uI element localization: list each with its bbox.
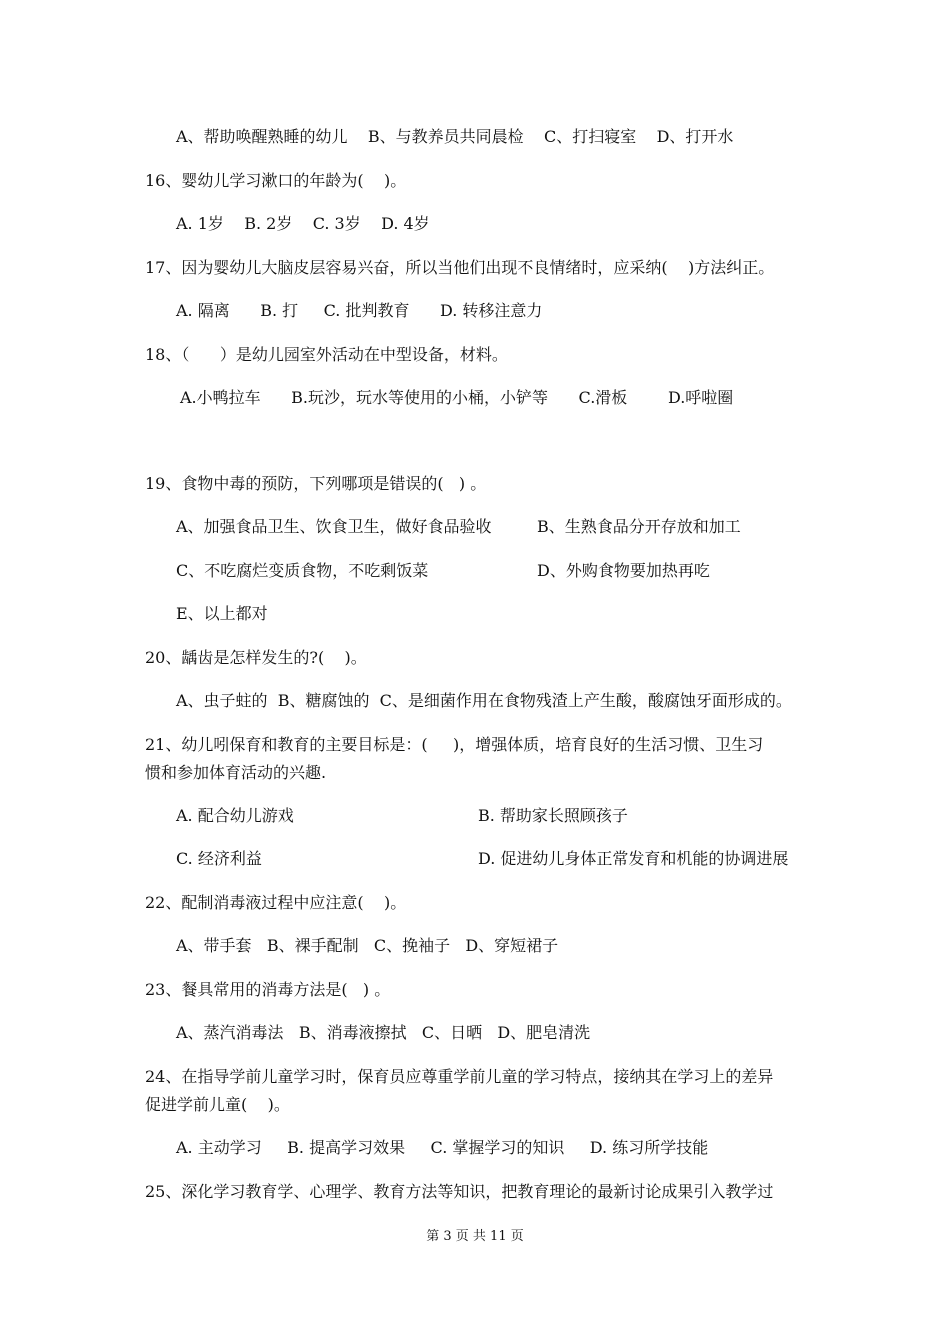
q20-options: A、虫子蛀的 B、糖腐蚀的 C、是细菌作用在食物残渣上产生酸，酸腐蚀牙面形成的。 <box>176 691 792 710</box>
q24-options: A. 主动学习 B. 提高学习效果 C. 掌握学习的知识 D. 练习所学技能 <box>176 1138 709 1157</box>
q19-option-b: B、生熟食品分开存放和加工 <box>537 517 741 536</box>
q18-options: A.小鸭拉车 B.玩沙，玩水等使用的小桶，小铲等 C.滑板 D.呼啦圈 <box>180 388 734 407</box>
q23-options: A、蒸汽消毒法 B、消毒液擦拭 C、日晒 D、肥皂清洗 <box>176 1023 591 1042</box>
question-16: 16、婴幼儿学习漱口的年龄为( )。 <box>145 171 407 190</box>
question-25: 25、深化学习教育学、心理学、教育方法等知识，把教育理论的最新讨论成果引入教学过 <box>145 1182 774 1201</box>
q16-options: A. 1岁 B. 2岁 C. 3岁 D. 4岁 <box>176 214 430 233</box>
question-17: 17、因为婴幼儿大脑皮层容易兴奋，所以当他们出现不良情绪时，应采纳( )方法纠正。 <box>145 258 775 277</box>
question-21-line-1: 21、幼儿吲保育和教育的主要目标是：( )，增强体质，培育良好的生活习惯、卫生习 <box>145 735 764 754</box>
q22-options: A、带手套 B、裸手配制 C、挽袖子 D、穿短裙子 <box>176 936 559 955</box>
q21-option-c: C. 经济利益 <box>176 849 262 868</box>
question-24-line-1: 24、在指导学前儿童学习时，保育员应尊重学前儿童的学习特点，接纳其在学习上的差异 <box>145 1067 774 1086</box>
question-20: 20、龋齿是怎样发生的?( )。 <box>145 648 367 667</box>
question-24-line-2: 促进学前儿童( )。 <box>145 1095 290 1114</box>
q15-options: A、帮助唤醒熟睡的幼儿 B、与教养员共同晨检 C、打扫寝室 D、打开水 <box>176 127 734 146</box>
question-23: 23、餐具常用的消毒方法是( ) 。 <box>145 980 391 999</box>
q21-option-d: D. 促进幼儿身体正常发育和机能的协调进展 <box>478 849 789 868</box>
q21-option-a: A. 配合幼儿游戏 <box>176 806 294 825</box>
question-19: 19、食物中毒的预防，下列哪项是错误的( ) 。 <box>145 474 487 493</box>
page-footer: 第 3 页 共 11 页 <box>426 1229 524 1244</box>
q17-options: A. 隔离 B. 打 C. 批判教育 D. 转移注意力 <box>176 301 543 320</box>
q19-option-d: D、外购食物要加热再吃 <box>537 561 710 580</box>
question-21-line-2: 惯和参加体育活动的兴趣. <box>145 763 327 782</box>
q19-option-a: A、加强食品卫生、饮食卫生，做好食品验收 <box>176 517 492 536</box>
q21-option-b: B. 帮助家长照顾孩子 <box>478 806 628 825</box>
q19-option-c: C、不吃腐烂变质食物，不吃剩饭菜 <box>176 561 429 580</box>
question-22: 22、配制消毒液过程中应注意( )。 <box>145 893 407 912</box>
q19-option-e: E、以上都对 <box>176 604 268 623</box>
question-18: 18、（ ）是幼儿园室外活动在中型设备，材料。 <box>145 345 508 364</box>
